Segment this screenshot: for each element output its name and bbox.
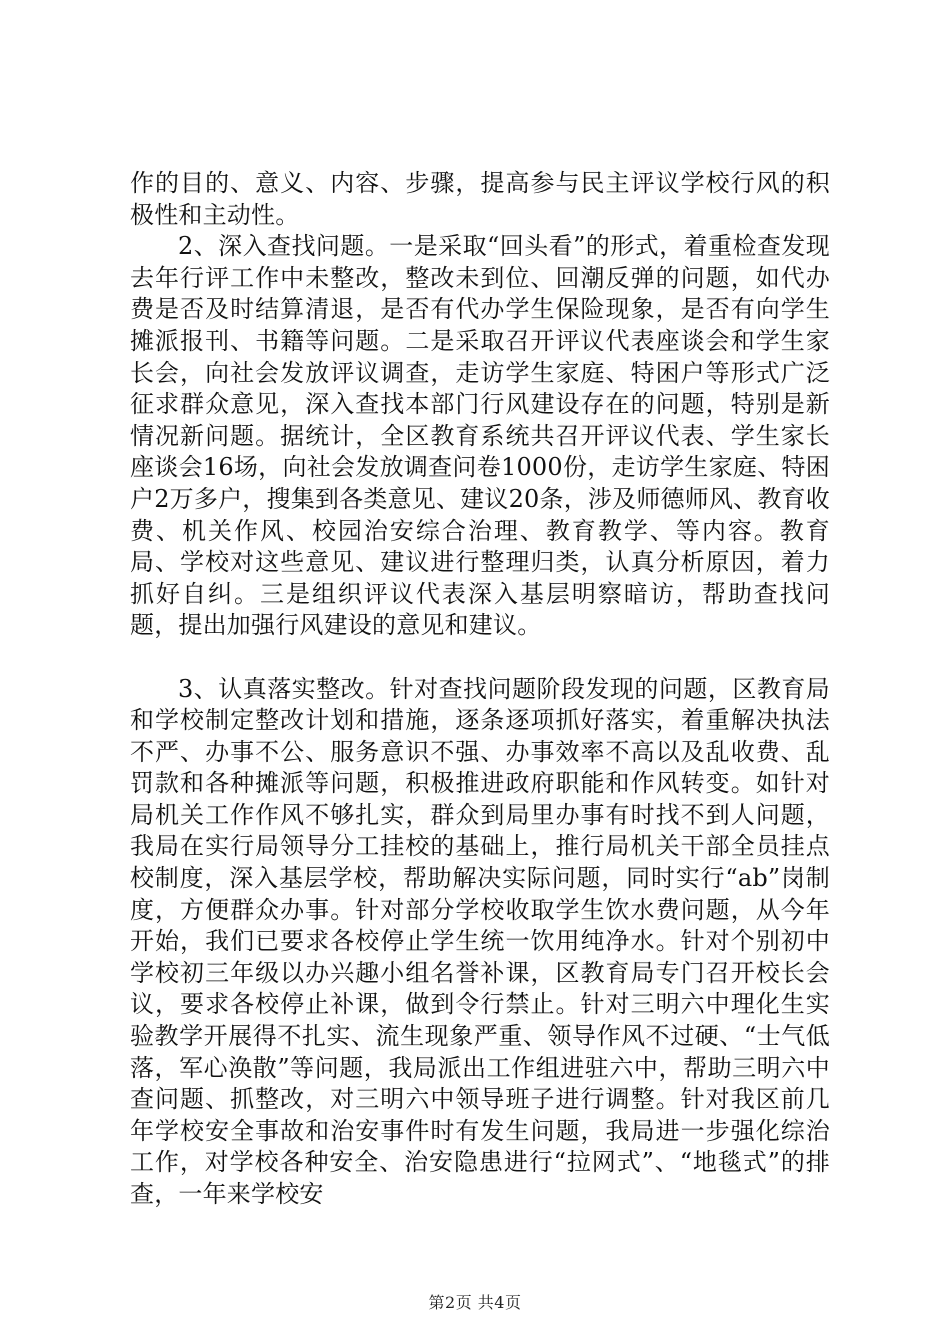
paragraph-find-problems: 2、深入查找问题。一是采取“回头看”的形式，着重检查发现去年行评工作中未整改，整改未到位、回潮反弹的问题，如代办费是否及时结算清退，是否有代办学生保险现象，是否有向学生摊派报刊、书籍等问题。二是采取召开评议代表座谈会和学生家长会，向社会发放评议调查，走访学生家庭、特困户等形式广泛征求群众意见，深入查找本部门行风建设存在的问题，特别是新情况新问题。据统计，全区教育系统共召开评议代表、学生家长座谈会16场，向社会发放调查问卷1000份，走访学生家庭、特困户2万多户，搜集到各类意见、建议20条，涉及师德师风、教育收费、机关作风、校园治安综合治理、教育教学、等内容。教育局、学校对这些意见、建议进行整理归类，认真分析原因，着力抓好自纠。三是组织评议代表深入基层明察暗访，帮助查找问题，提出加强行风建设的意见和建议。 bbox=[130, 232, 830, 640]
paragraph-rectification: 3、认真落实整改。针对查找问题阶段发现的问题，区教育局和学校制定整改计划和措施，逐条逐项抓好落实，着重解决执法不严、办事不公、服务意识不强、办事效率不高以及乱收费、乱罚款和各种摊派等问题，积极推进政府职能和作风转变。如针对局机关工作作风不够扎实，群众到局里办事有时找不到人问题，我局在实行局领导分工挂校的基础上，推行局机关干部全员挂点校制度，深入基层学校，帮助解决实际问题，同时实行“ab”岗制度，方便群众办事。针对部分学校收取学生饮水费问题，从今年开始，我们已要求各校停止学生统一饮用纯净水。针对个别初中学校初三年级以办兴趣小组名誉补课，区教育局专门召开校长会议，要求各校停止补课，做到令行禁止。针对三明六中理化生实验教学开展得不扎实、流生现象严重、领导作风不过硬、“士气低落，军心涣散”等问题，我局派出工作组进驻六中，帮助三明六中查问题、抓整改，对三明六中领导班子进行调整。针对我区前几年学校安全事故和治安事件时有发生问题，我局进一步强化综治工作，对学校各种安全、治安隐患进行“拉网式”、“地毯式”的排查，一年来学校安 bbox=[130, 674, 830, 1208]
paragraph-continuation: 作的目的、意义、内容、步骤，提高参与民主评议学校行风的积极性和主动性。 bbox=[130, 169, 830, 229]
document-body bbox=[130, 168, 830, 1211]
page-number-footer: 第2页 共4页 bbox=[428, 1293, 522, 1312]
